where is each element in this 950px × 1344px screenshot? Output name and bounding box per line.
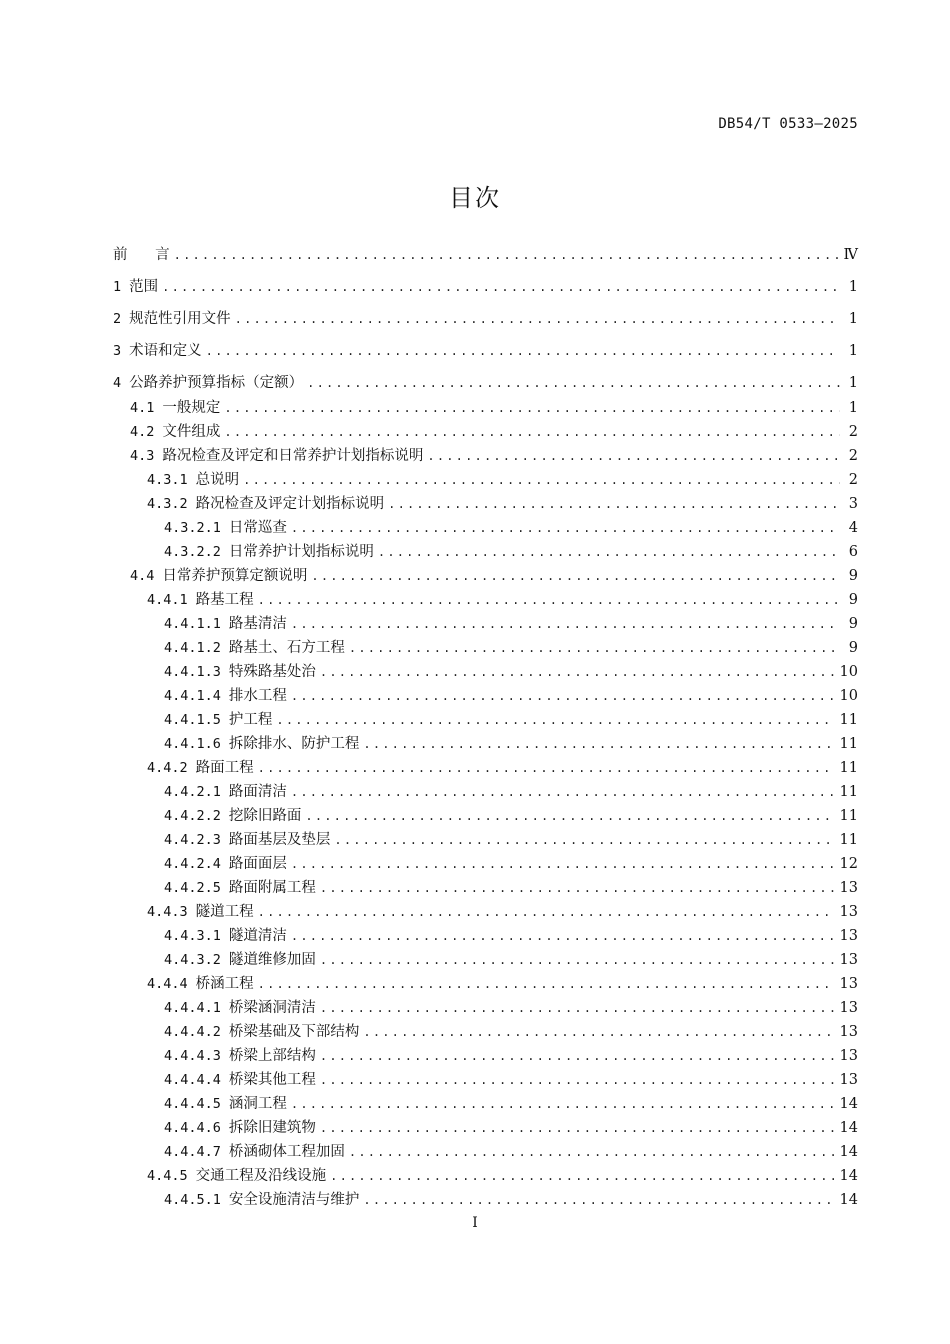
- toc-entry[interactable]: [0, 340, 950, 362]
- document-code: DB54/T 0533—2025: [718, 116, 858, 132]
- toc-entry-label: 桥梁上部结构: [228, 1048, 316, 1064]
- toc-entry-label: 桥梁其他工程: [228, 1072, 316, 1088]
- toc-entry-page: 14: [839, 1168, 858, 1184]
- toc-entry-page: 1: [848, 343, 858, 359]
- toc-entry-page: 9: [848, 640, 858, 656]
- toc-entry-page: 13: [839, 1000, 858, 1016]
- toc-entry-label: 日常巡查: [228, 520, 287, 536]
- toc-entry-label: 涵洞工程: [228, 1096, 287, 1112]
- toc-entry-label: 隧道维修加固: [228, 952, 316, 968]
- toc-dot-leader: [334, 829, 833, 851]
- toc-entry[interactable]: [0, 1117, 950, 1139]
- toc-entry-page: 14: [839, 1096, 858, 1112]
- toc-entry-label: 护工程: [228, 712, 273, 728]
- toc-entry-number: 4.4.5.1: [164, 1192, 221, 1208]
- toc-entry-page: 13: [839, 976, 858, 992]
- toc-entry-label: 路况检查及评定和日常养护计划指标说明: [162, 448, 424, 464]
- toc-entry-number: 4.4.1.2: [164, 640, 221, 656]
- toc-dot-leader: [363, 1189, 833, 1211]
- toc-entry-number: 4.4.4.3: [164, 1048, 221, 1064]
- toc-entry-number: 4.4.4.2: [164, 1024, 221, 1040]
- toc-entry-number: 4.4.4.5: [164, 1096, 221, 1112]
- toc-entry-page: 13: [839, 952, 858, 968]
- toc-dot-leader: [388, 493, 840, 515]
- toc-entry-label: 范围: [129, 279, 159, 295]
- toc-entry-page: 13: [839, 880, 858, 896]
- toc-entry-number: 4.4.2.5: [164, 880, 221, 896]
- toc-dot-leader: [291, 685, 834, 707]
- toc-entry-number: 4.4.3: [147, 904, 188, 920]
- toc-entry-page: 10: [839, 688, 858, 704]
- toc-dot-leader: [174, 244, 838, 266]
- toc-dot-leader: [206, 340, 840, 362]
- toc-entry-number: 4.4.1: [147, 592, 188, 608]
- toc-entry-number: 4.3.2.2: [164, 544, 221, 560]
- toc-dot-leader: [291, 853, 834, 875]
- toc-dot-leader: [276, 709, 833, 731]
- toc-entry-label: 路面清洁: [228, 784, 287, 800]
- toc-entry-page: 4: [848, 520, 858, 536]
- page-title: 目次: [449, 184, 501, 212]
- toc-entry-label: 挖除旧路面: [228, 808, 302, 824]
- toc-entry[interactable]: [0, 421, 950, 443]
- toc-entry-number: 4.3.2: [147, 496, 188, 512]
- toc-dot-leader: [363, 733, 833, 755]
- toc-entry-label: 安全设施清洁与维护: [228, 1192, 360, 1208]
- toc-entry-label: 路面工程: [195, 760, 254, 776]
- toc-entry-number: 4.4.4.4: [164, 1072, 221, 1088]
- toc-entry[interactable]: [0, 613, 950, 635]
- toc-dot-leader: [235, 308, 840, 330]
- toc-dot-leader: [320, 1117, 834, 1139]
- toc-entry-label: 拆除旧建筑物: [228, 1120, 316, 1136]
- toc-entry[interactable]: [0, 877, 950, 899]
- toc-entry[interactable]: [0, 541, 950, 563]
- toc-entry-page: 1: [848, 375, 858, 391]
- toc-entry-label: 交通工程及沿线设施: [195, 1168, 327, 1184]
- toc-entry[interactable]: [0, 517, 950, 539]
- toc-entry-page: 10: [839, 664, 858, 680]
- toc-entry-page: 13: [839, 1072, 858, 1088]
- toc-entry-number: 4.3.1: [147, 472, 188, 488]
- toc-dot-leader: [224, 421, 840, 443]
- toc-dot-leader: [291, 781, 834, 803]
- toc-entry-label: 前 言: [113, 247, 170, 263]
- toc-entry-page: 9: [848, 568, 858, 584]
- toc-entry-label: 路况检查及评定计划指标说明: [195, 496, 385, 512]
- toc-entry-page: 14: [839, 1144, 858, 1160]
- toc-entry-page: 1: [848, 400, 858, 416]
- toc-dot-leader: [258, 973, 834, 995]
- toc-entry-number: 4.4.3.1: [164, 928, 221, 944]
- toc-dot-leader: [330, 1165, 833, 1187]
- toc-entry-page: 13: [839, 1048, 858, 1064]
- toc-dot-leader: [258, 589, 840, 611]
- toc-entry-page: 1: [848, 311, 858, 327]
- toc-entry-number: 4.4.1.1: [164, 616, 221, 632]
- toc-entry-label: 术语和定义: [129, 343, 202, 359]
- toc-entry-number: 4.4.1.3: [164, 664, 221, 680]
- toc-entry-number: 4.4.1.5: [164, 712, 221, 728]
- toc-dot-leader: [320, 997, 834, 1019]
- toc-entry-label: 路基土、石方工程: [228, 640, 345, 656]
- toc-entry[interactable]: [0, 757, 950, 779]
- toc-entry-page: 11: [839, 760, 858, 776]
- toc-entry[interactable]: [0, 276, 950, 298]
- toc-entry[interactable]: [0, 997, 950, 1019]
- toc-entry[interactable]: [0, 397, 950, 419]
- toc-dot-leader: [427, 445, 840, 467]
- toc-dot-leader: [162, 276, 840, 298]
- toc-dot-leader: [349, 637, 840, 659]
- toc-entry-label: 日常养护预算定额说明: [162, 568, 308, 584]
- toc-entry-page: 14: [839, 1120, 858, 1136]
- toc-entry[interactable]: [0, 1141, 950, 1163]
- toc-dot-leader: [320, 1069, 834, 1091]
- toc-dot-leader: [305, 805, 833, 827]
- toc-entry-page: 2: [848, 472, 858, 488]
- toc-entry[interactable]: [0, 565, 950, 587]
- toc-entry-label: 桥涵工程: [195, 976, 254, 992]
- toc-entry-number: 4.4.1.4: [164, 688, 221, 704]
- toc-entry-page: 12: [839, 856, 858, 872]
- toc-dot-leader: [349, 1141, 834, 1163]
- toc-entry-page: 6: [848, 544, 858, 560]
- toc-entry[interactable]: [0, 805, 950, 827]
- toc-entry[interactable]: [0, 661, 950, 683]
- toc-entry-label: 总说明: [195, 472, 240, 488]
- toc-entry-page: 2: [848, 424, 858, 440]
- toc-entry[interactable]: [0, 1093, 950, 1115]
- toc-entry[interactable]: [0, 493, 950, 515]
- toc-dot-leader: [320, 949, 834, 971]
- toc-dot-leader: [291, 517, 840, 539]
- toc-entry-number: 4.3: [130, 448, 155, 464]
- toc-entry-label: 桥梁基础及下部结构: [228, 1024, 360, 1040]
- toc-entry-number: 4.4.2.2: [164, 808, 221, 824]
- toc-entry-page: 1: [848, 279, 858, 295]
- toc-entry-label: 拆除排水、防护工程: [228, 736, 360, 752]
- toc-entry-page: 13: [839, 928, 858, 944]
- toc-entry[interactable]: [0, 637, 950, 659]
- toc-entry[interactable]: [0, 781, 950, 803]
- toc-entry-label: 排水工程: [228, 688, 287, 704]
- toc-dot-leader: [224, 397, 840, 419]
- toc-entry-number: 3: [113, 343, 122, 359]
- toc-entry[interactable]: [0, 901, 950, 923]
- toc-entry[interactable]: [0, 469, 950, 491]
- toc-entry[interactable]: [0, 685, 950, 707]
- toc-entry-number: 4.4.2.3: [164, 832, 221, 848]
- toc-entry[interactable]: [0, 973, 950, 995]
- toc-entry-number: 4.4.4.6: [164, 1120, 221, 1136]
- toc-entry[interactable]: [0, 1189, 950, 1211]
- toc-dot-leader: [258, 901, 834, 923]
- toc-entry-label: 隧道清洁: [228, 928, 287, 944]
- toc-dot-leader: [320, 661, 834, 683]
- toc-dot-leader: [311, 565, 840, 587]
- toc-entry[interactable]: [0, 925, 950, 947]
- toc-entry-page: 14: [839, 1192, 858, 1208]
- toc-entry-number: 4.4.4: [147, 976, 188, 992]
- toc-entry[interactable]: [0, 1045, 950, 1067]
- toc-entry-number: 4.4.2: [147, 760, 188, 776]
- toc-entry-label: 路面基层及垫层: [228, 832, 331, 848]
- toc-entry[interactable]: [0, 244, 950, 266]
- toc-entry-number: 4.4.4.7: [164, 1144, 221, 1160]
- toc-entry[interactable]: [0, 709, 950, 731]
- toc-entry-page: 11: [839, 784, 858, 800]
- toc-dot-leader: [291, 613, 840, 635]
- toc-entry-page: 11: [839, 736, 858, 752]
- toc-entry-page: 3: [848, 496, 858, 512]
- toc-entry[interactable]: [0, 1069, 950, 1091]
- toc-dot-leader: [291, 1093, 834, 1115]
- toc-entry[interactable]: [0, 1021, 950, 1043]
- toc-entry-number: 4: [113, 375, 122, 391]
- toc-entry-number: 4.4.2.1: [164, 784, 221, 800]
- toc-entry-label: 日常养护计划指标说明: [228, 544, 374, 560]
- toc-entry-number: 4.2: [130, 424, 155, 440]
- toc-entry-page: 2: [848, 448, 858, 464]
- toc-dot-leader: [378, 541, 840, 563]
- toc-entry-page: 11: [839, 808, 858, 824]
- toc-entry-page: 13: [839, 904, 858, 920]
- page-number: I: [472, 1215, 478, 1231]
- toc-entry[interactable]: [0, 589, 950, 611]
- toc-entry-page: 9: [848, 616, 858, 632]
- toc-dot-leader: [363, 1021, 833, 1043]
- toc-dot-leader: [320, 1045, 834, 1067]
- toc-entry-number: 4.3.2.1: [164, 520, 221, 536]
- toc-entry-number: 1: [113, 279, 122, 295]
- toc-entry[interactable]: [0, 733, 950, 755]
- toc-entry-label: 特殊路基处治: [228, 664, 316, 680]
- toc-entry-page: 11: [839, 712, 858, 728]
- toc-entry-label: 一般规定: [162, 400, 221, 416]
- toc-entry-number: 4.4: [130, 568, 155, 584]
- toc-entry-label: 文件组成: [162, 424, 221, 440]
- toc-entry-label: 路面附属工程: [228, 880, 316, 896]
- toc-entry-page: 11: [839, 832, 858, 848]
- toc-dot-leader: [307, 372, 840, 394]
- toc-entry-page: Ⅳ: [843, 247, 858, 263]
- toc-dot-leader: [320, 877, 834, 899]
- toc-entry-page: 13: [839, 1024, 858, 1040]
- toc-entry[interactable]: [0, 372, 950, 394]
- toc-entry[interactable]: [0, 445, 950, 467]
- toc-entry[interactable]: [0, 308, 950, 330]
- toc-entry-number: 2: [113, 311, 122, 327]
- toc-entry[interactable]: [0, 949, 950, 971]
- toc-entry-number: 4.4.2.4: [164, 856, 221, 872]
- toc-entry-number: 4.1: [130, 400, 155, 416]
- toc-entry-label: 路基清洁: [228, 616, 287, 632]
- toc-entry-label: 公路养护预算指标（定额）: [129, 375, 304, 391]
- toc-entry-label: 路基工程: [195, 592, 254, 608]
- toc-entry-number: 4.4.4.1: [164, 1000, 221, 1016]
- toc-entry-label: 桥涵砌体工程加固: [228, 1144, 345, 1160]
- toc-entry-label: 桥梁涵洞清洁: [228, 1000, 316, 1016]
- toc-entry[interactable]: [0, 1165, 950, 1187]
- toc-entry[interactable]: [0, 853, 950, 875]
- toc-entry-number: 4.4.3.2: [164, 952, 221, 968]
- toc-dot-leader: [291, 925, 834, 947]
- toc-entry-page: 9: [848, 592, 858, 608]
- toc-entry-label: 规范性引用文件: [129, 311, 231, 327]
- toc-entry-number: 4.4.5: [147, 1168, 188, 1184]
- toc-entry-label: 路面面层: [228, 856, 287, 872]
- toc-entry-number: 4.4.1.6: [164, 736, 221, 752]
- toc-dot-leader: [243, 469, 840, 491]
- toc-dot-leader: [258, 757, 834, 779]
- toc-entry-label: 隧道工程: [195, 904, 254, 920]
- toc-entry[interactable]: [0, 829, 950, 851]
